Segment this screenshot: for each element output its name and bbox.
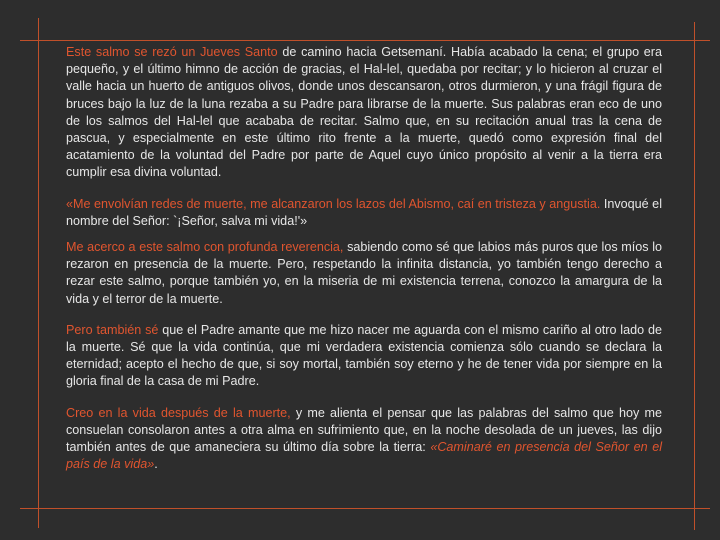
document-body bbox=[66, 44, 662, 487]
paragraph-1 bbox=[66, 44, 662, 182]
paragraph-1-lead: Este salmo se rezó un Jueves Santo bbox=[66, 45, 278, 59]
psalm-quote-accent: «Me envolvían redes de muerte, me alcanzaron los lazos del Abismo, caí en tristeza y angustia. bbox=[66, 196, 601, 211]
paragraph-4-end: . bbox=[154, 457, 158, 472]
paragraph-2 bbox=[66, 239, 662, 308]
paragraph-4-lead: Creo en la vida después de la muerte, bbox=[66, 405, 291, 420]
paragraph-3-body: que el Padre amante que me hizo nacer me aguarda con el mismo cariño al otro lado de la muerte. Sé que la vida continúa, que mi verdadera existencia comienza sólo cuando se declara la eternidad; acepto el hecho de que, si soy mortal, también soy eterno y he de tener vida por siempre en la gloria final de la casa de mi Padre. bbox=[66, 322, 662, 389]
frame-line-bottom bbox=[20, 508, 710, 509]
paragraph-4 bbox=[66, 405, 662, 474]
paragraph-1-body: de camino hacia Getsemaní. Había acabado la cena; el grupo era pequeño, y el último himno de acción de gracias, el Hal-lel, quedaba por recitar; y lo hicieron al cruzar el valle hacia un huerto de antiguos olivos, donde unos descansaron, otros durmieron, y una frágil figura de bruces bajo la luz de la luna rezaba a su Padre para librarse de la muerte. Sus palabras eran eco de uno de los salmos del Hal-lel que acababa de recitar. Salmo que, en su recitación anual tras la cena de pascua, y especialmente en este último rito frente a la muerte, quedó como expresión final del acatamiento de la voluntad del Padre por parte de Aquel cuyo único propósito al venir a la tierra era cumplir esa divina voluntad. bbox=[66, 45, 662, 180]
paragraph-4-body: y me alienta el pensar que las palabras del salmo que hoy me consuelan consolaron antes a otra alma en sufrimiento que, en la noche desolada de un jueves, las dijo también antes de que amaneciera su último día sobre la tierra: bbox=[66, 405, 662, 455]
paragraph-2-body: sabiendo como sé que labios más puros que los míos lo rezaron en presencia de la muerte. Pero, respetando la infinita distancia, yo también tengo derecho a rezar este salmo, porque también yo, en la miseria de mi existencia terrena, conozco la amargura de la vida y el terror de la muerte. bbox=[66, 240, 662, 306]
frame-line-left bbox=[38, 18, 39, 528]
frame-line-right bbox=[694, 22, 695, 530]
paragraph-3-lead: Pero también sé bbox=[66, 322, 159, 337]
paragraph-2-lead: Me acerco a este salmo con profunda reverencia, bbox=[66, 240, 344, 255]
frame-line-top bbox=[20, 40, 710, 41]
psalm-quote-body: Invoqué el nombre del Señor: `¡Señor, salva mi vida!'» bbox=[66, 196, 662, 228]
paragraph-3 bbox=[66, 322, 662, 391]
psalm-quote bbox=[66, 196, 662, 230]
paragraph-4-closing-quote: «Caminaré en presencia del Señor en el país de la vida» bbox=[66, 440, 662, 472]
